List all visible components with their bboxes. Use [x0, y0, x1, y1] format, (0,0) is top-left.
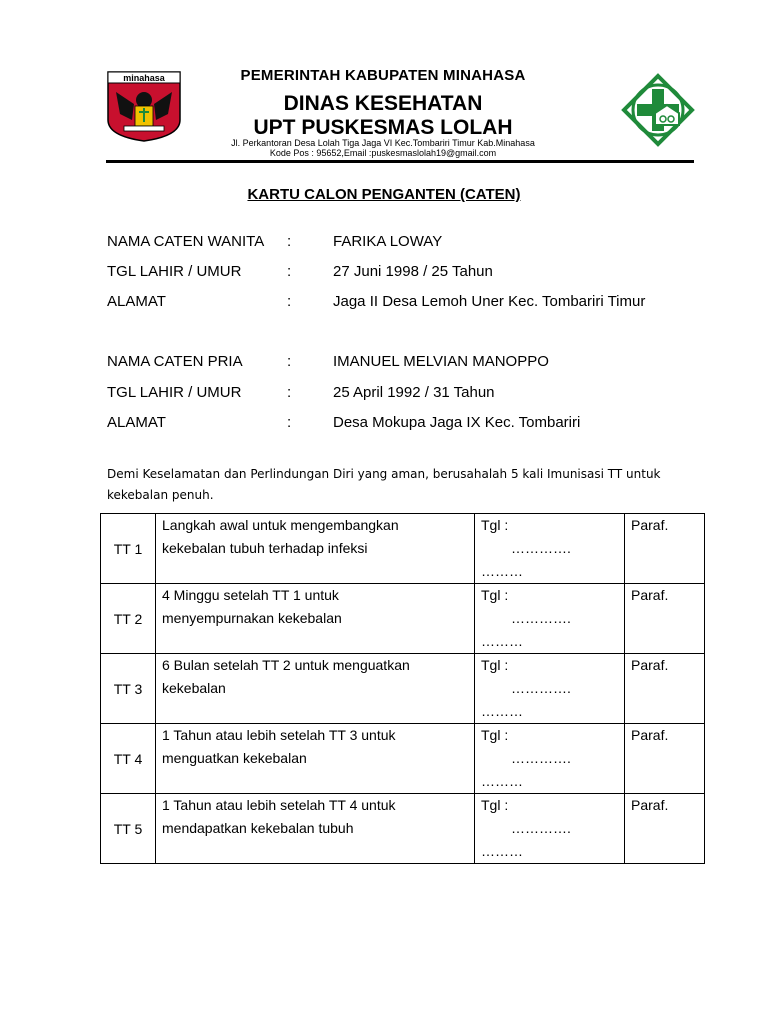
date-blank-line: ………: [481, 703, 523, 719]
date-blank-line: ………….: [511, 540, 571, 556]
puskesmas-logo: [621, 73, 695, 147]
tt-date-cell: [475, 514, 625, 584]
tt-description-line: menyempurnakan kekebalan: [162, 610, 342, 626]
colon: :: [287, 233, 292, 250]
bride-name-label: NAMA CATEN WANITA: [107, 233, 265, 250]
bride-name-value: FARIKA LOWAY: [333, 233, 443, 250]
date-blank-line: ………….: [511, 610, 571, 626]
tt-code-cell: [101, 584, 156, 654]
tt-date-cell: [475, 724, 625, 794]
tt-code-cell: [101, 794, 156, 864]
sign-label: Paraf.: [631, 797, 669, 813]
groom-name-label: NAMA CATEN PRIA: [107, 353, 243, 370]
bride-dob-label: TGL LAHIR / UMUR: [107, 263, 242, 280]
header-government-line: PEMERINTAH KABUPATEN MINAHASA: [240, 67, 526, 84]
tt-description-cell: [156, 584, 475, 654]
tt-description-cell: [156, 654, 475, 724]
date-blank-line: ………….: [511, 820, 571, 836]
sign-label: Paraf.: [631, 657, 669, 673]
date-blank-line: ………….: [511, 680, 571, 696]
tt-sign-cell: [625, 794, 705, 864]
groom-dob-value: 25 April 1992 / 31 Tahun: [333, 384, 495, 401]
table-row: [101, 654, 705, 724]
date-blank-line: ………….: [511, 750, 571, 766]
colon: :: [287, 353, 292, 370]
sign-label: Paraf.: [631, 587, 669, 603]
tt-description-line: 6 Bulan setelah TT 2 untuk menguatkan: [162, 657, 410, 673]
header-address: Jl. Perkantoran Desa Lolah Tiga Jaga VI Kec.Tombariri Timur Kab.Minahasa: [231, 138, 535, 148]
tt-description-line: 4 Minggu setelah TT 1 untuk: [162, 587, 339, 603]
logo-left-text: minahasa: [123, 73, 165, 83]
colon: :: [287, 414, 292, 431]
tt-description-line: mendapatkan kekebalan tubuh: [162, 820, 354, 836]
header-clinic-line: UPT PUSKESMAS LOLAH: [253, 116, 513, 139]
tt-code: TT 3: [113, 680, 143, 697]
immunization-note: Demi Keselamatan dan Perlindungan Diri yang aman, berusahalah 5 kali Imunisasi TT untuk kekebalan penuh.: [107, 467, 661, 502]
groom-dob-label: TGL LAHIR / UMUR: [107, 384, 242, 401]
sign-label: Paraf.: [631, 517, 669, 533]
immunization-table: [100, 513, 705, 864]
tt-code-cell: [101, 654, 156, 724]
tt-code: TT 4: [113, 750, 143, 767]
header-contact: Kode Pos : 95652,Email :puskesmaslolah19@gmail.com: [269, 148, 497, 158]
tt-description-cell: [156, 514, 475, 584]
colon: :: [287, 384, 292, 401]
colon: :: [287, 263, 292, 280]
tt-description-cell: [156, 794, 475, 864]
bride-address-value: Jaga II Desa Lemoh Uner Kec. Tombariri Timur: [333, 293, 646, 310]
date-blank-line: ………: [481, 843, 523, 859]
table-row: [101, 584, 705, 654]
tt-description-line: 1 Tahun atau lebih setelah TT 4 untuk: [162, 797, 396, 813]
date-label: Tgl :: [481, 657, 509, 673]
tt-description-line: kekebalan tubuh terhadap infeksi: [162, 540, 368, 556]
tt-code: TT 2: [113, 610, 143, 627]
tt-description-line: kekebalan: [162, 680, 226, 696]
date-label: Tgl :: [481, 517, 509, 533]
header-office-line: DINAS KESEHATAN: [283, 92, 483, 115]
date-label: Tgl :: [481, 727, 509, 743]
tt-code-cell: [101, 724, 156, 794]
groom-name-value: IMANUEL MELVIAN MANOPPO: [333, 353, 549, 370]
tt-sign-cell: [625, 514, 705, 584]
date-blank-line: ………: [481, 563, 523, 579]
header-divider: [106, 160, 694, 163]
tt-date-cell: [475, 794, 625, 864]
tt-code: TT 1: [113, 540, 143, 557]
bride-address-label: ALAMAT: [107, 293, 166, 310]
colon: :: [287, 293, 292, 310]
date-label: Tgl :: [481, 587, 509, 603]
tt-code-cell: [101, 514, 156, 584]
tt-sign-cell: [625, 654, 705, 724]
table-row: [101, 794, 705, 864]
bride-dob-value: 27 Juni 1998 / 25 Tahun: [333, 263, 493, 280]
table-row: [101, 724, 705, 794]
tt-sign-cell: [625, 584, 705, 654]
tt-description-cell: [156, 724, 475, 794]
tt-description-line: Langkah awal untuk mengembangkan: [162, 517, 399, 533]
date-label: Tgl :: [481, 797, 509, 813]
tt-sign-cell: [625, 724, 705, 794]
tt-description-line: 1 Tahun atau lebih setelah TT 3 untuk: [162, 727, 396, 743]
date-blank-line: ………: [481, 633, 523, 649]
groom-address-value: Desa Mokupa Jaga IX Kec. Tombariri: [333, 414, 581, 431]
tt-date-cell: [475, 654, 625, 724]
document-title: KARTU CALON PENGANTEN (CATEN): [247, 186, 521, 203]
tt-description-line: menguatkan kekebalan: [162, 750, 307, 766]
tt-date-cell: [475, 584, 625, 654]
tt-code: TT 5: [113, 820, 143, 837]
sign-label: Paraf.: [631, 727, 669, 743]
date-blank-line: ………: [481, 773, 523, 789]
groom-address-label: ALAMAT: [107, 414, 166, 431]
table-row: [101, 514, 705, 584]
